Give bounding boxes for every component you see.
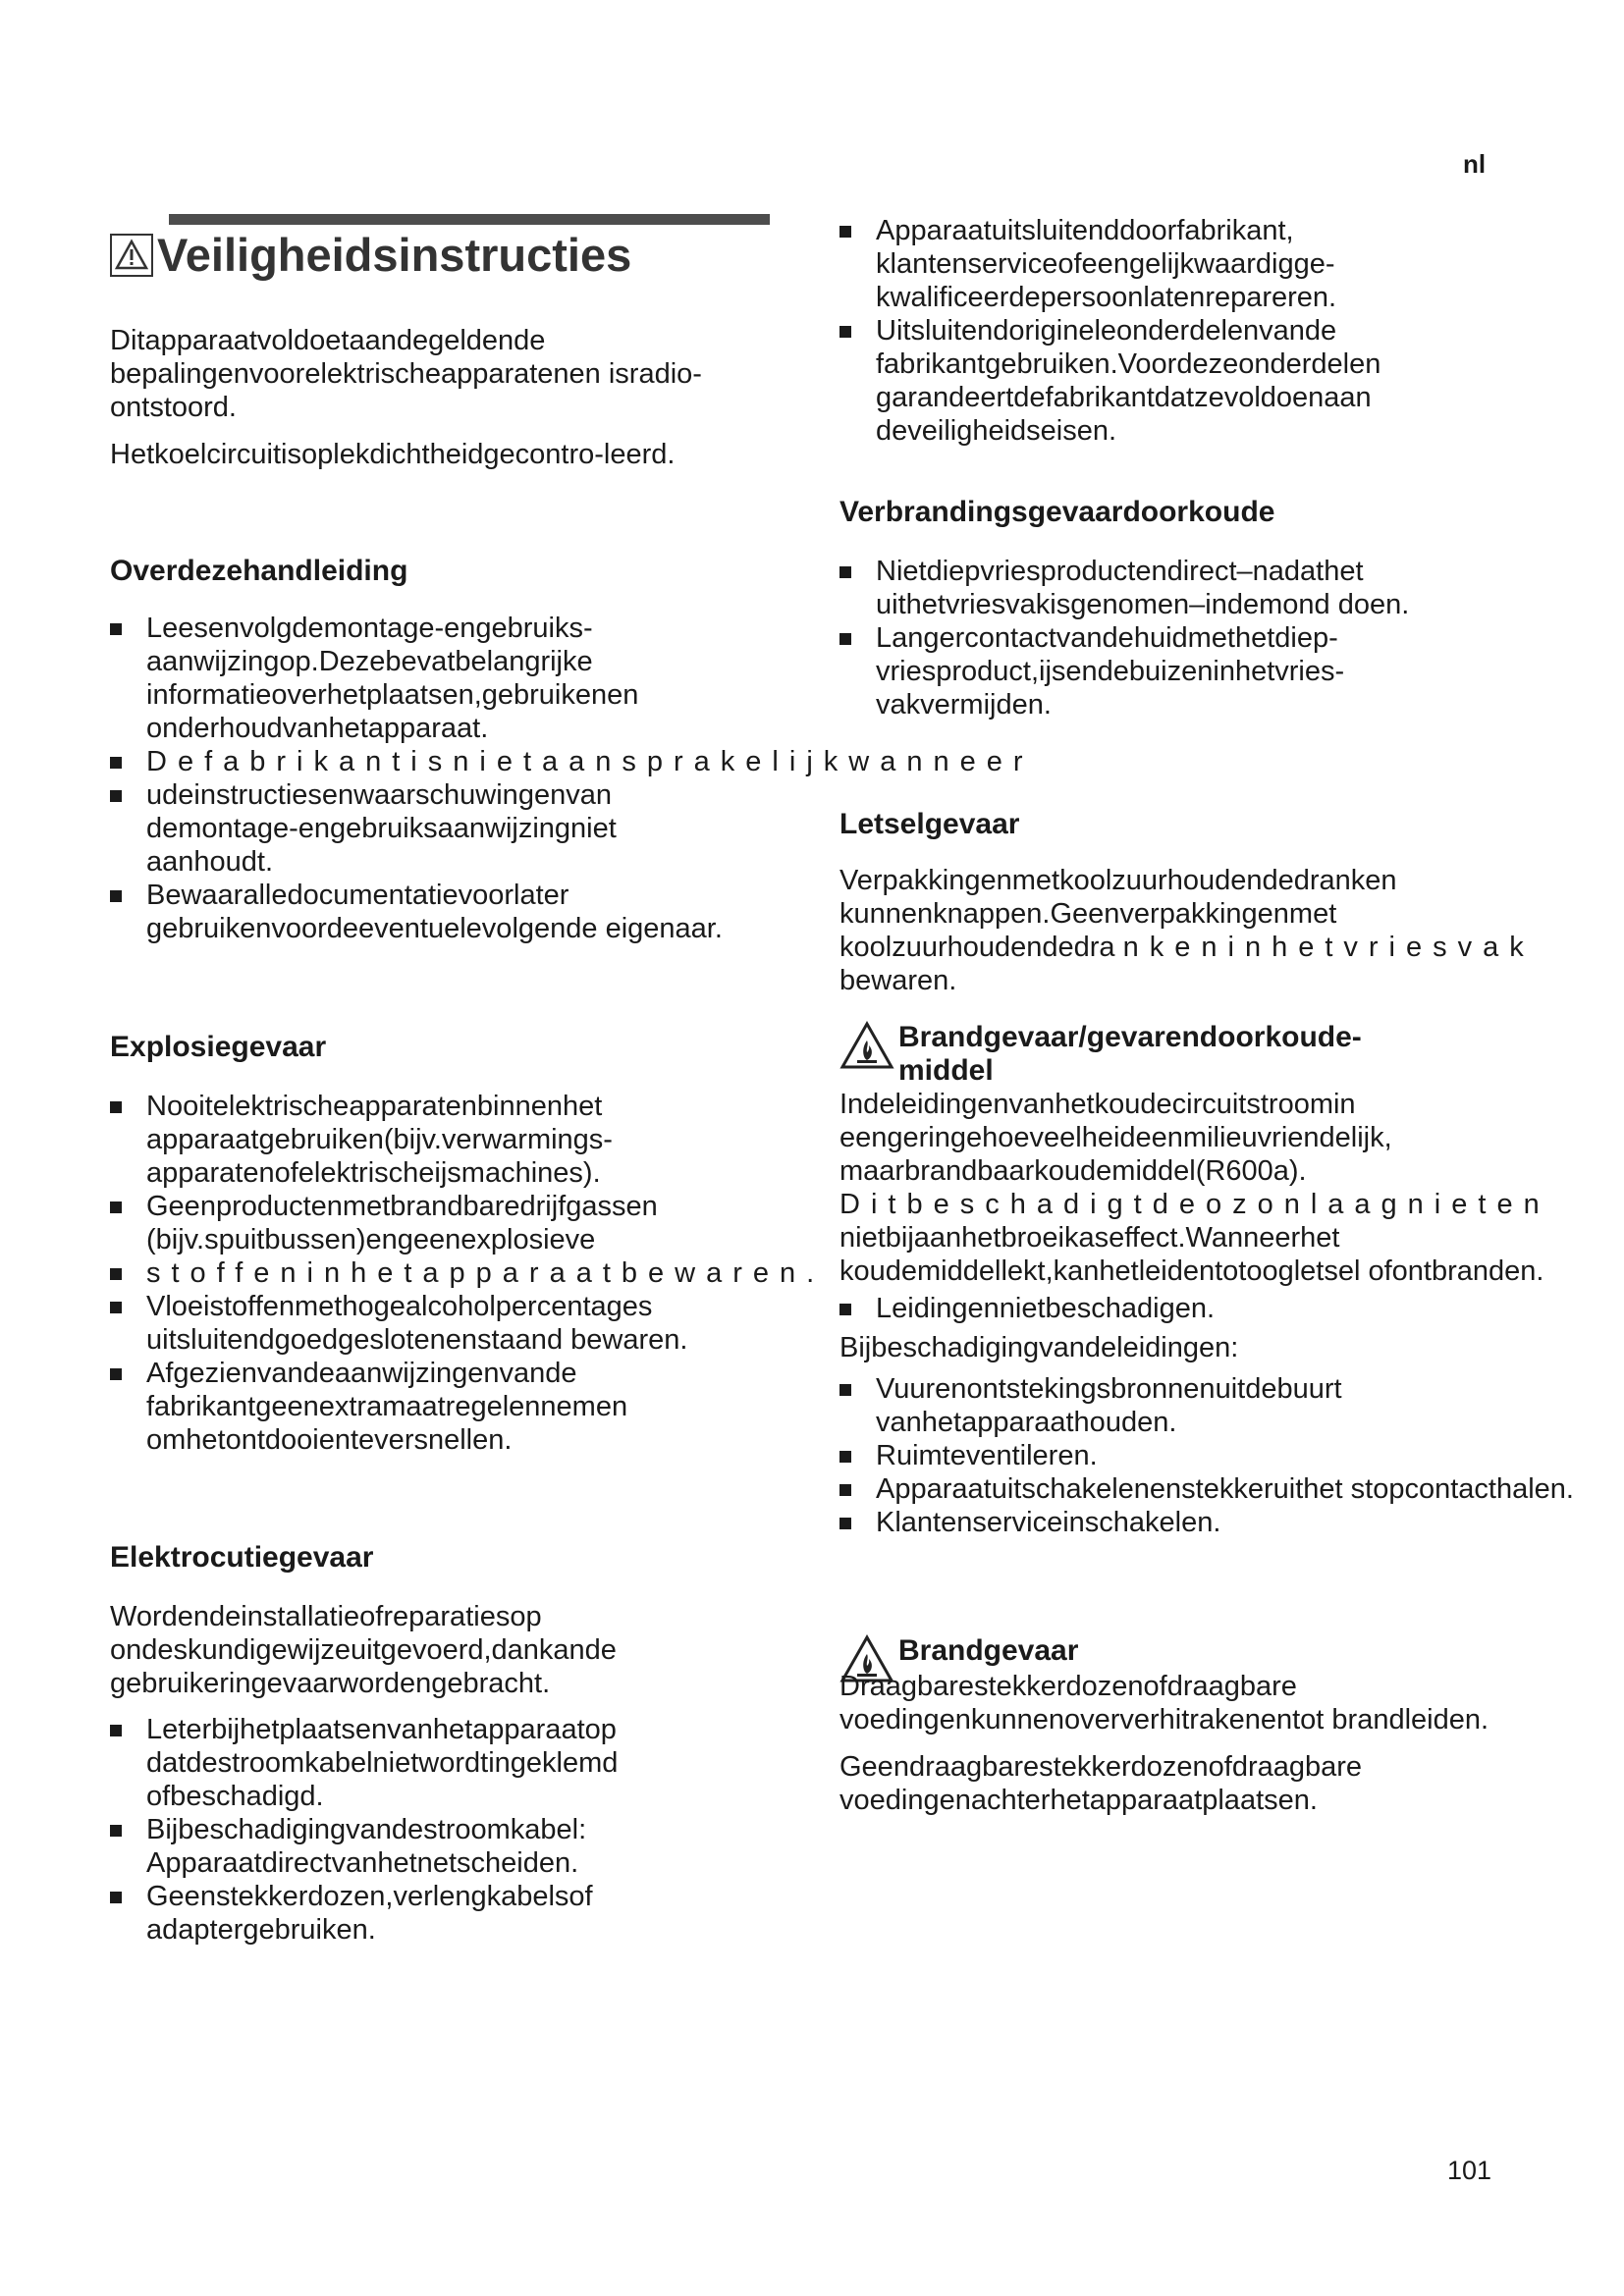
injury-text-c: bewaren. <box>839 965 957 996</box>
section-heading-coolant: Brandgevaar/gevarendoorkoude-middel <box>898 1021 1362 1087</box>
fire-paragraph: Draagbarestekkerdozenofdraagbare voedingenkunnenoververhitrakenentot brandleiden. <box>839 1671 1489 1735</box>
coolant-text-a: Indeleidingenvanhetkoudecircuitstroomin eengeringehoeveelheideenmilieuvriendelijk, maarbrandbaarkoudemiddel(R600a). <box>839 1089 1392 1187</box>
intro-paragraph: Ditapparaatvoldoetaandegeldende bepalingenvoorelektrischeapparatenen isradio-ontstoord. <box>110 325 702 423</box>
coolant-text-b: Ditbeschadigtdeozonlaagnieten <box>839 1189 1550 1220</box>
list-item-text: stoffeninhetapparaatbewaren. <box>146 1257 826 1289</box>
coolant-paragraph <box>839 1088 1586 1288</box>
list-item: Uitsluitendorigineleonderdelenvande fabrikantgebruiken.Voordezeonderdelen garandeertdefabrikantdatzevoldoenaan deveiligheidseisen. <box>839 314 1488 448</box>
injury-text <box>839 864 1586 997</box>
intro-paragraph: Hetkoelcircuitisoplekdichtheidgecontro-leerd. <box>110 439 676 470</box>
list-item: Bewaaralledocumentatievoorlater gebruikenvoordeeventuelevolgende eigenaar. <box>110 879 738 945</box>
section-heading-fire: Brandgevaar <box>898 1634 1079 1667</box>
fire-paragraph: Geendraagbarestekkerdozenofdraagbare voedingenachterhetapparaatplaatsen. <box>839 1751 1363 1816</box>
injury-text-b: nkeninhetvriesvak <box>1122 932 1535 963</box>
coolant-text-c: nietbijaanhetbroeikaseffect.Wanneerhet koudemiddellekt,kanhetleidentotoogletsel ofontbranden. <box>839 1222 1544 1287</box>
list-item: Bijbeschadigingvandestroomkabel: Apparaatdirectvanhetnetscheiden. <box>110 1813 748 1880</box>
electro-list <box>110 1713 748 1947</box>
list-item: Geenstekkerdozen,verlengkabelsof adaptergebruiken. <box>110 1880 748 1947</box>
section-heading-manual: Overdezehandleiding <box>110 555 408 587</box>
list-item: Klantenserviceinschakelen. <box>839 1506 1586 1539</box>
title-rule <box>169 214 770 225</box>
intro-text <box>110 324 719 485</box>
list-item <box>110 778 738 879</box>
warning-icon <box>110 234 153 277</box>
injury-paragraph <box>839 864 1586 997</box>
section-heading-electro: Elektrocutiegevaar <box>110 1541 374 1574</box>
page-title <box>110 228 631 282</box>
title-text: Veiligheidsinstructies <box>157 229 632 281</box>
list-item: Vuurenontstekingsbronnenuitdebuurt vanhetapparaathouden. <box>839 1372 1586 1439</box>
fire-section <box>839 1634 1546 1817</box>
repair-list <box>839 214 1488 448</box>
list-item: Apparaatuitsluitenddoorfabrikant, klantenserviceofeengelijkwaardigge-kwalificeerdepersoonlatenrepareren. <box>839 214 1488 314</box>
section-heading-cold: Verbrandingsgevaardoorkoude <box>839 496 1275 528</box>
list-item-continued: udeinstructiesenwaarschuwingenvan demontage-engebruiksaanwijzingniet aanhoudt. <box>146 779 617 878</box>
page-number: 101 <box>1447 2156 1492 2185</box>
list-item: Apparaatuitschakelenenstekkeruithet stopcontacthalen. <box>839 1472 1586 1506</box>
list-item: Defabrikantisnietaansprakelijkwanneer <box>110 745 738 778</box>
list-item: Langercontactvandehuidmethetdiep-vriesproduct,ijsendebuizeninhetvries-vakvermijden. <box>839 621 1448 721</box>
section-heading-injury: Letselgevaar <box>839 808 1020 840</box>
cold-list <box>839 555 1448 721</box>
list-item: Leterbijhetplaatsenvanhetapparaatop datdestroomkabelnietwordtingeklemd ofbeschadigd. <box>110 1713 748 1813</box>
list-item: Leidingennietbeschadigen. <box>839 1292 1586 1325</box>
list-item: Vloeistoffenmethogealcoholpercentages uitsluitendgoedgeslotenenstaand bewaren. <box>110 1290 748 1357</box>
coolant-heading-row <box>839 1021 1586 1088</box>
list-item: Afgezienvandeaanwijzingenvande fabrikantgeenextramaatregelennemen omhetontdooienteversnellen. <box>110 1357 748 1457</box>
electro-text <box>110 1600 719 1714</box>
coolant-section <box>839 1021 1586 1539</box>
fire-warning-icon <box>839 1021 894 1070</box>
list-item: Leesenvolgdemontage-engebruiks-aanwijzingop.Dezebevatbelangrijke informatieoverhetplaatsen,gebruikenen onderhoudvanhetapparaat. <box>110 612 738 745</box>
list-item: Ruimteventileren. <box>839 1439 1586 1472</box>
explosion-list <box>110 1090 826 1457</box>
electro-paragraph: Wordendeinstallatieofreparatiesop ondeskundigewijzeuitgevoerd,dankande gebruikeringevaarwordengebracht. <box>110 1601 617 1699</box>
list-item-continued <box>110 1256 826 1290</box>
list-item: Nietdiepvriesproductendirect–nadathet uithetvriesvakisgenomen–indemond doen. <box>839 555 1448 621</box>
injury-text-a: Verpakkingenmetkoolzuurhoudendedranken kunnenknappen.Geenverpakkingenmet koolzuurhoudendedra <box>839 865 1397 963</box>
section-heading-explosion: Explosiegevaar <box>110 1031 327 1063</box>
list-item: Nooitelektrischeapparatenbinnenhet apparaatgebruiken(bijv.verwarmings-apparatenofelektrischeijsmachines). <box>110 1090 748 1190</box>
language-code: nl <box>1463 149 1487 179</box>
list-item: Geenproductenmetbrandbaredrijfgassen (bijv.spuitbussen)engeenexplosieve <box>110 1190 748 1256</box>
coolant-subtext: Bijbeschadigingvandeleidingen: <box>839 1332 1239 1363</box>
